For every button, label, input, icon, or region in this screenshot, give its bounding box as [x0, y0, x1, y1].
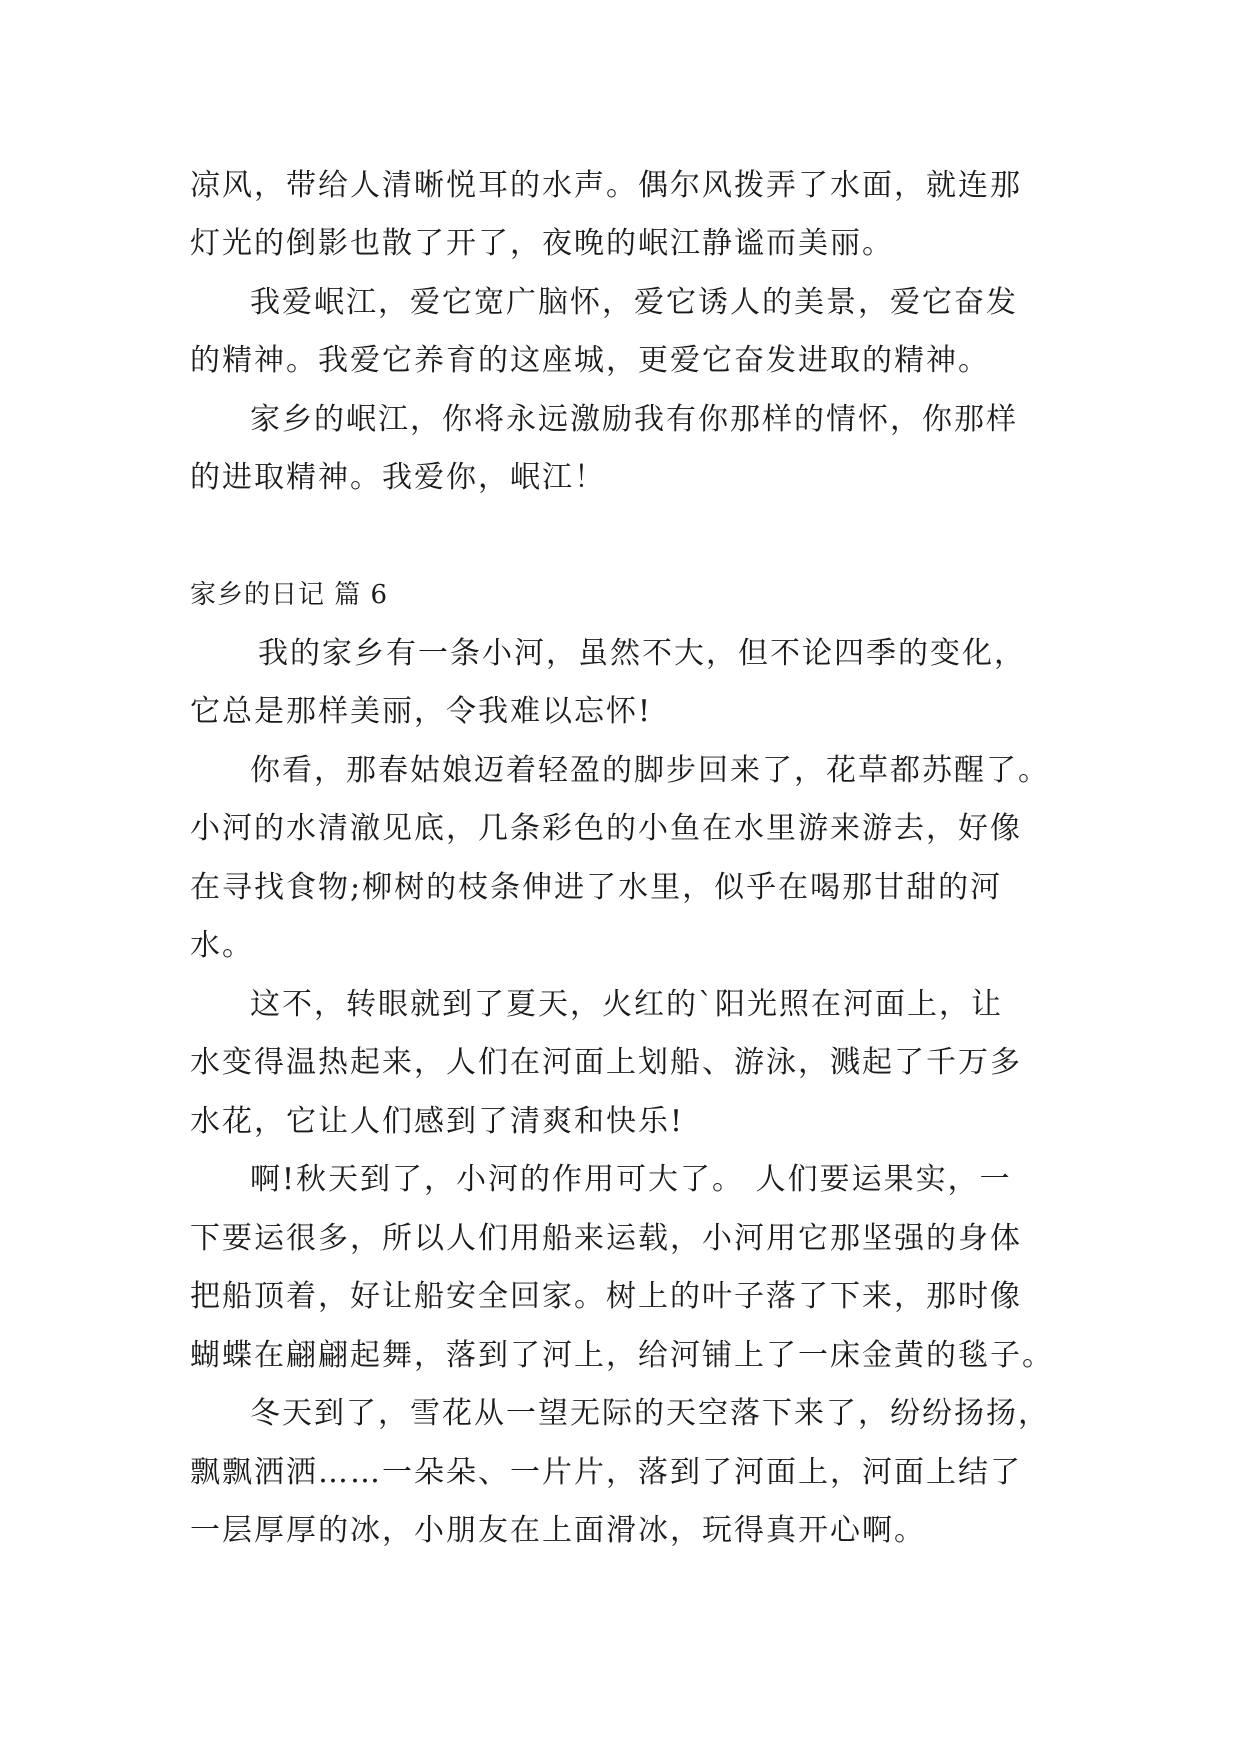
text-line: 这不，转眼就到了夏天，火红的`阳光照在河面上，让	[250, 987, 1003, 1022]
text-line: 飘飘洒洒……一朵朵、一片片，落到了河面上，河面上结了	[190, 1455, 1022, 1490]
text-line: 水变得温热起来，人们在河面上划船、游泳，溅起了千万多	[190, 1045, 1022, 1080]
text-line: 小河的水清澈见底，几条彩色的小鱼在水里游来游去，好像	[190, 811, 1022, 846]
text-line: 水。	[190, 928, 254, 963]
text-line: 我爱岷江，爱它宽广脑怀，爱它诱人的美景，爱它奋发	[250, 285, 1018, 320]
text-line: 把船顶着，好让船安全回家。树上的叶子落了下来，那时像	[190, 1279, 1022, 1314]
text-line: 水花，它让人们感到了清爽和快乐!	[190, 1104, 685, 1139]
text-line: 啊!秋天到了，小河的作用可大了。 人们要运果实，一	[250, 1162, 1012, 1197]
text-line: 灯光的倒影也散了开了，夜晚的岷江静谧而美丽。	[190, 226, 894, 261]
text-line: 的精神。我爱它养育的这座城，更爱它奋发进取的精神。	[190, 343, 990, 378]
text-line: 凉风，带给人清晰悦耳的水声。偶尔风拨弄了水面，就连那	[190, 168, 1022, 203]
section-title: 家乡的日记 篇 6	[190, 580, 389, 610]
text-line: 的进取精神。我爱你，岷江！	[190, 460, 606, 495]
text-line: 冬天到了，雪花从一望无际的天空落下来了，纷纷扬扬，	[250, 1396, 1050, 1431]
text-line: 蝴蝶在翩翩起舞，落到了河上，给河铺上了一床金黄的毯子。	[190, 1338, 1054, 1373]
text-line: 在寻找食物;柳树的枝条伸进了水里，似乎在喝那甘甜的河	[190, 870, 1003, 905]
text-line: 我的家乡有一条小河，虽然不大，但不论四季的变化，	[258, 636, 1026, 671]
text-line: 你看，那春姑娘迈着轻盈的脚步回来了，花草都苏醒了。	[250, 753, 1050, 788]
text-line: 一层厚厚的冰，小朋友在上面滑冰，玩得真开心啊。	[190, 1513, 926, 1548]
text-line: 家乡的岷江，你将永远激励我有你那样的情怀，你那样	[250, 402, 1018, 437]
text-line: 下要运很多，所以人们用船来运载，小河用它那坚强的身体	[190, 1221, 1022, 1256]
text-line: 它总是那样美丽，令我难以忘怀!	[190, 694, 653, 729]
